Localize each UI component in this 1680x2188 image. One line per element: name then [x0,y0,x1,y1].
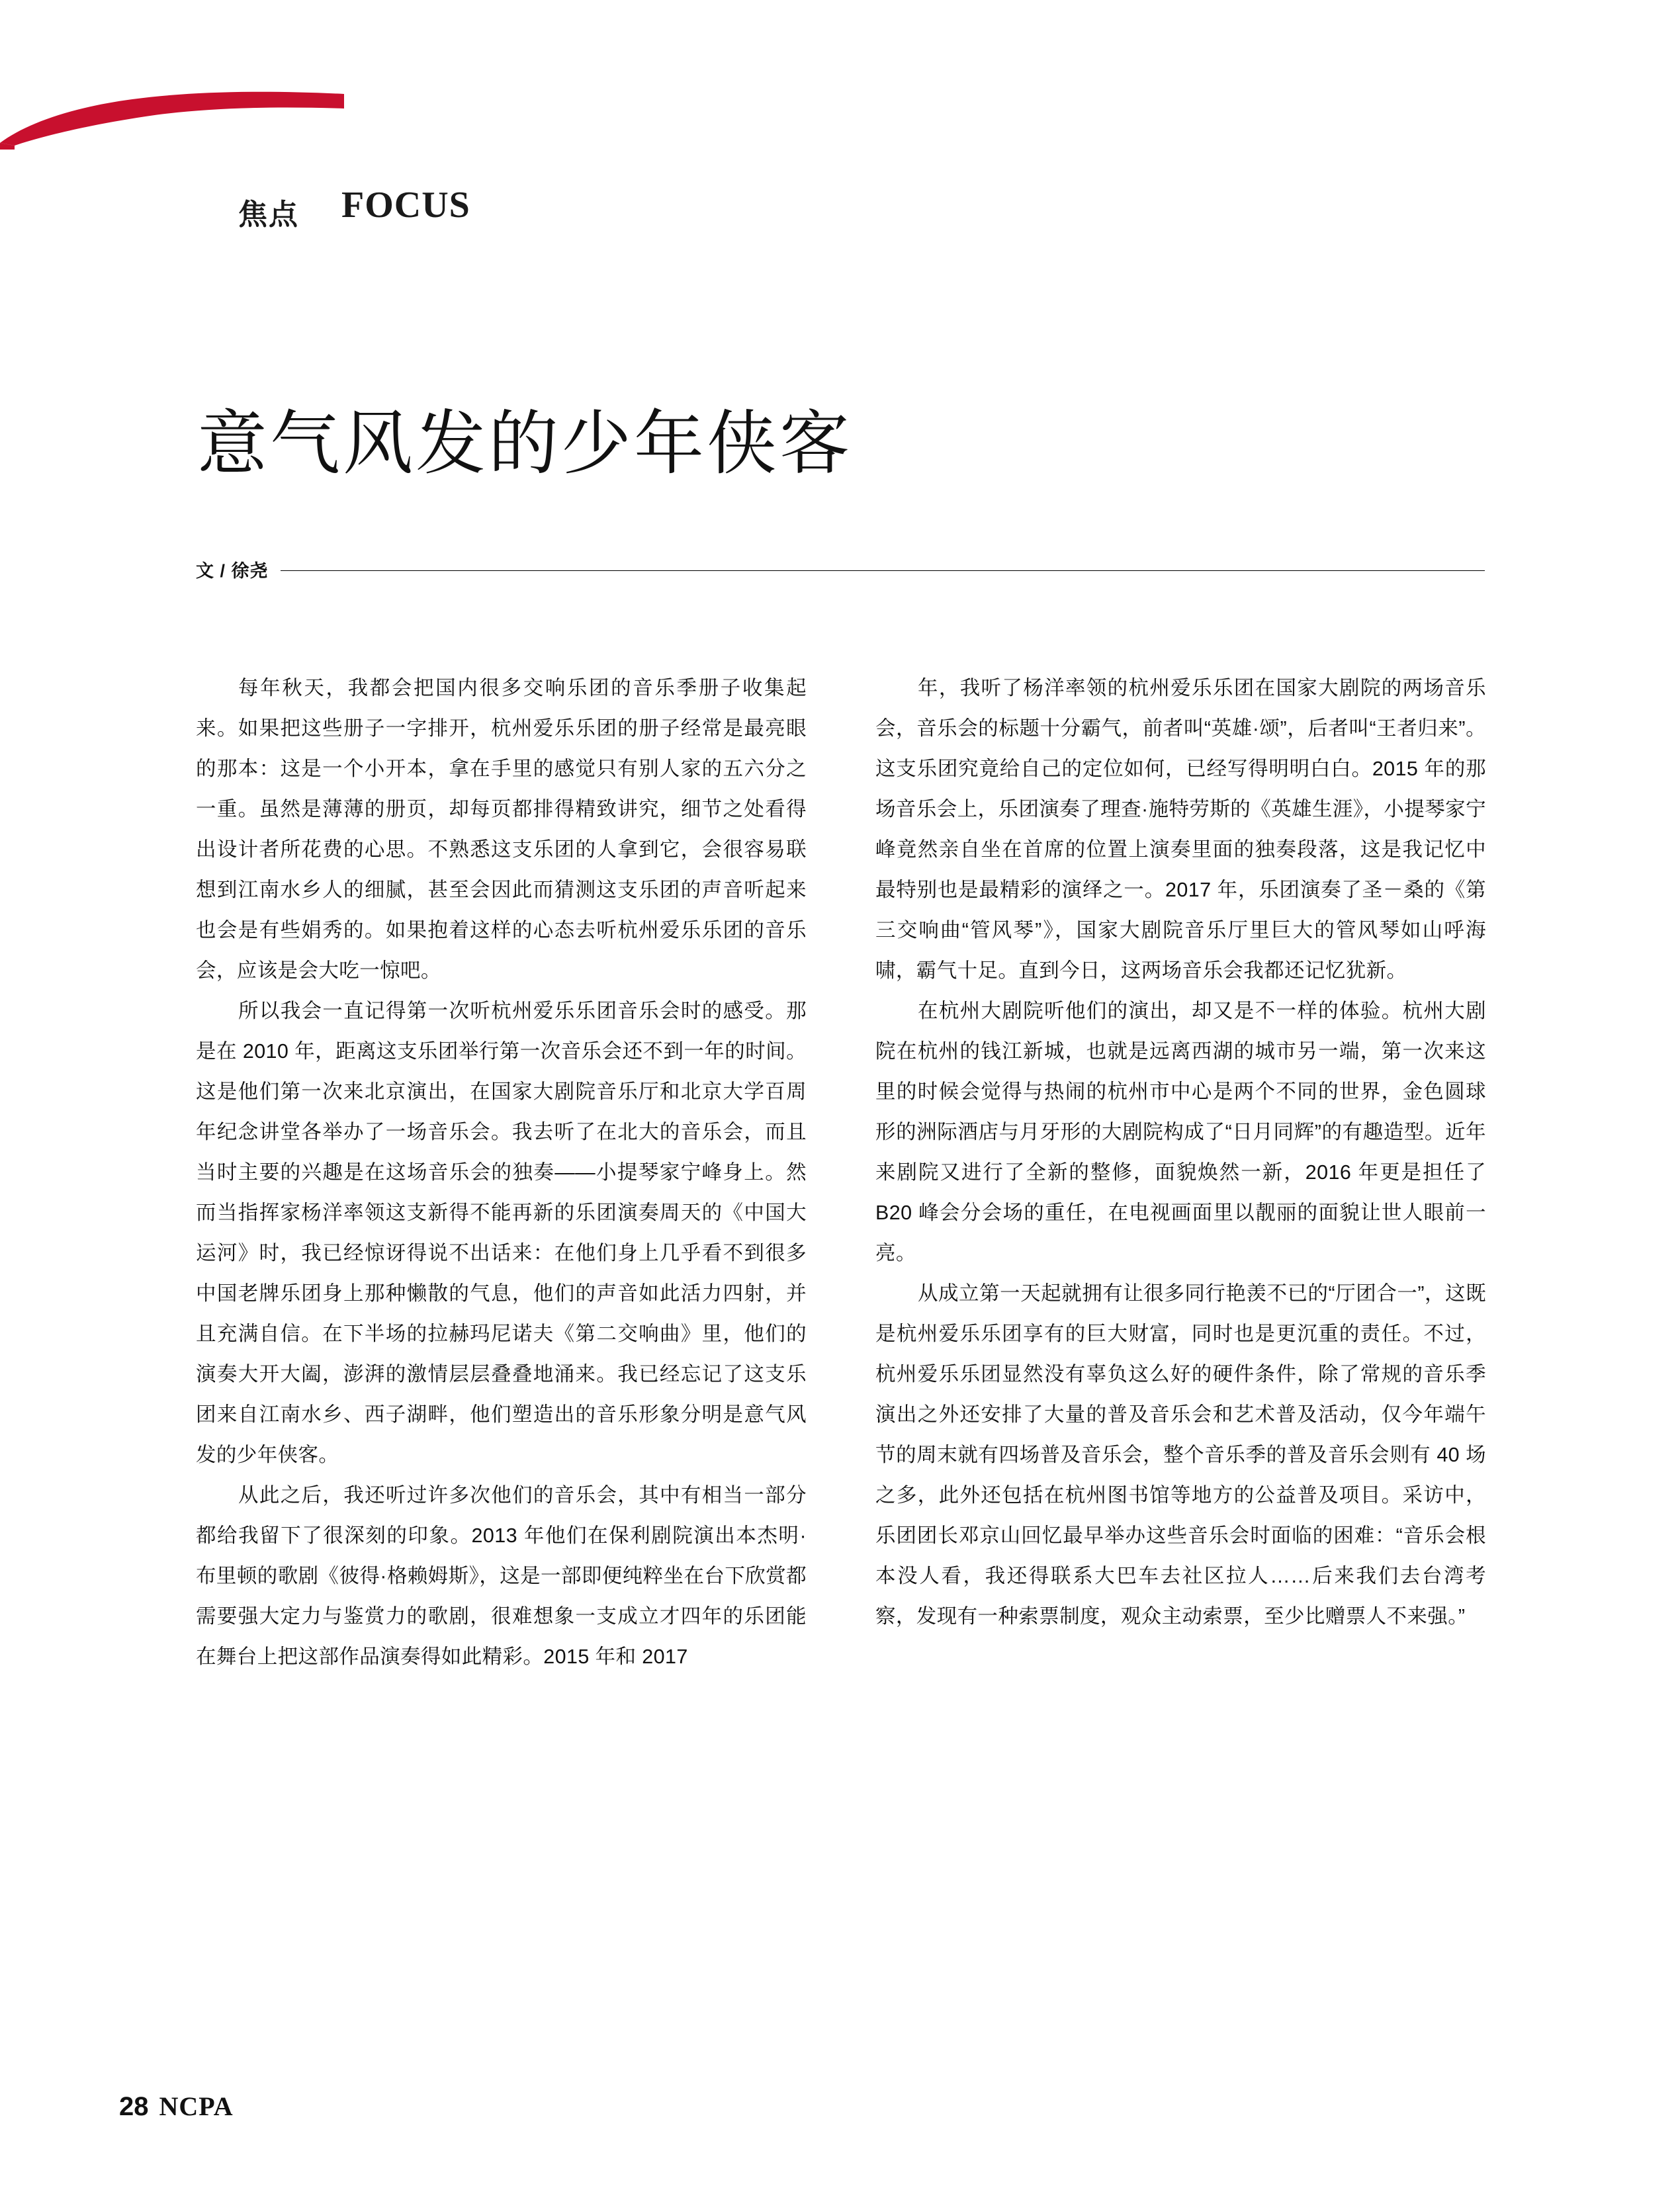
paragraph: 从此之后，我还听过许多次他们的音乐会，其中有相当一部分都给我留下了很深刻的印象。2013 年他们在保利剧院演出本杰明·布里顿的歌剧《彼得·格赖姆斯》，这是一部即便纯粹坐在台下欣赏都需要强大定力与鉴赏力的歌剧，很难想象一支成立才四年的乐团能在舞台上把这部作品演奏得如此精彩。2015 年和 2017 [196,1484,807,1668]
paragraph: 所以我会一直记得第一次听杭州爱乐乐团音乐会时的感受。那是在 2010 年，距离这支乐团举行第一次音乐会还不到一年的时间。这是他们第一次来北京演出，在国家大剧院音乐厅和北京大学百周年纪念讲堂各举办了一场音乐会。我去听了在北大的音乐会，而且当时主要的兴趣是在这场音乐会的独奏——小提琴家宁峰身上。然而当指挥家杨洋率领这支新得不能再新的乐团演奏周天的《中国大运河》时，我已经惊讶得说不出话来：在他们身上几乎看不到很多中国老牌乐团身上那种懒散的气息，他们的声音如此活力四射，并且充满自信。在下半场的拉赫玛尼诺夫《第二交响曲》里，他们的演奏大开大阖，澎湃的激情层层叠叠地涌来。我已经忘记了这支乐团来自江南水乡、西子湖畔，他们塑造出的音乐形象分明是意气风发的少年侠客。 [196,1000,807,1466]
paragraph: 在杭州大剧院听他们的演出，却又是不一样的体验。杭州大剧院在杭州的钱江新城，也就是远离西湖的城市另一端，第一次来这里的时候会觉得与热闹的杭州市中心是两个不同的世界，金色圆球形的洲际酒店与月牙形的大剧院构成了“日月同辉”的有趣造型。近年来剧院又进行了全新的整修，面貌焕然一新，2016 年更是担任了 B20 峰会分会场的重任，在电视画面里以靓丽的面貌让世人眼前一亮。 [875,1000,1486,1264]
masthead [0,79,503,231]
byline-divider [281,570,1485,571]
page-title: 意气风发的少年侠客 [197,405,852,484]
column-left [196,668,807,2031]
paragraph: 从成立第一天起就拥有让很多同行艳羡不已的“厅团合一”，这既是杭州爱乐乐团享有的巨大财富，同时也是更沉重的责任。不过，杭州爱乐乐团显然没有辜负这么好的硬件条件，除了常规的音乐季演出之外还安排了大量的普及音乐会和艺术普及活动，仅今年端午节的周末就有四场普及音乐会，整个音乐季的普及音乐会则有 40 场之多，此外还包括在杭州图书馆等地方的公益普及项目。采访中，乐团团长邓京山回忆最早举办这些音乐会时面临的困难：“音乐会根本没人看，我还得联系大巴车去社区拉人……后来我们去台湾考察，发现有一种索票制度，观众主动索票，至少比赠票人不来强。” [875,1282,1486,1628]
section-label-en: FOCUS [341,185,470,226]
column-right [875,668,1486,2031]
paragraph: 年，我听了杨洋率领的杭州爱乐乐团在国家大剧院的两场音乐会，音乐会的标题十分霸气，前者叫“英雄·颂”，后者叫“王者归来”。这支乐团究竟给自己的定位如何，已经写得明明白白。2015 年的那场音乐会上，乐团演奏了理查·施特劳斯的《英雄生涯》，小提琴家宁峰竟然亲自坐在首席的位置上演奏里面的独奏段落，这是我记忆中最特别也是最精彩的演绎之一。2017 年，乐团演奏了圣－桑的《第三交响曲“管风琴”》，国家大剧院音乐厅里巨大的管风琴如山呼海啸，霸气十足。直到今日，这两场音乐会我都还记忆犹新。 [875,677,1486,982]
page-number: 28 [119,2092,149,2121]
section-label-cn: 焦点 [238,198,299,231]
byline [196,556,1485,582]
paragraph: 每年秋天，我都会把国内很多交响乐团的音乐季册子收集起来。如果把这些册子一字排开，杭州爱乐乐团的册子经常是最亮眼的那本：这是一个小开本，拿在手里的感觉只有别人家的五六分之一重。虽然是薄薄的册页，却每页都排得精致讲究，细节之处看得出设计者所花费的心思。不熟悉这支乐团的人拿到它，会很容易联想到江南水乡人的细腻，甚至会因此而猜测这支乐团的声音听起来也会是有些娟秀的。如果抱着这样的心态去听杭州爱乐乐团的音乐会，应该是会大吃一惊吧。 [196,677,807,982]
article-body [196,668,1486,2031]
masthead-swoosh-graphic [0,79,463,159]
byline-author: 文 / 徐尧 [196,560,269,581]
page-footer [119,2091,234,2122]
publication-name: NCPA [159,2091,234,2121]
